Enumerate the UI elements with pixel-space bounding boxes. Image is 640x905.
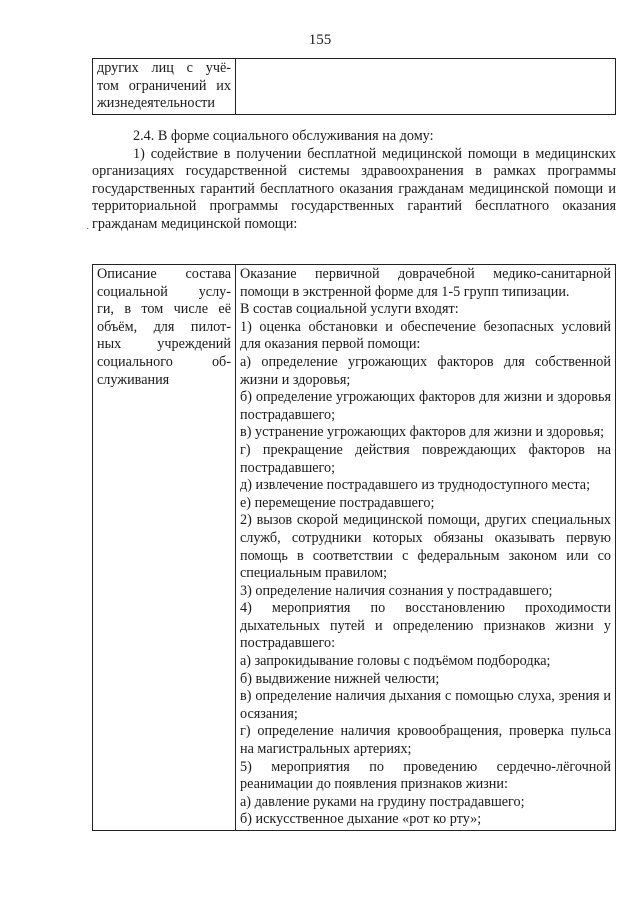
cell-line: ных учреждений [97, 336, 231, 353]
content-item: г) прекращение действия повреждающих факторов на пострадавшего; [240, 441, 611, 476]
content-item: е) перемещение пострадавшего; [240, 494, 435, 511]
top-table [92, 58, 616, 115]
cell-line: Описание состава [97, 266, 231, 282]
content-item: б) выдвижение нижней челюсти; [240, 670, 440, 687]
top-right-cell [236, 59, 616, 115]
content-item: 5) мероприятия по проведению сердечно-лёгочной реанимации до появления признаков жизни: [240, 758, 611, 793]
content-item: Оказание первичной доврачебной медико-санитарной помощи в экстренной форме для 1-5 групп типизации. [240, 266, 611, 300]
margin-mark: · [86, 224, 90, 235]
cell-line: том ограничений их [97, 77, 231, 94]
cell-line: социальной услу- [97, 283, 231, 300]
content-item: а) запрокидывание головы с подъёмом подбородка; [240, 653, 551, 670]
cell-line: жизнедеятельности [97, 95, 215, 112]
content-item: в) определение наличия дыхания с помощью слуха, зрения и осязания; [240, 688, 611, 722]
content-item: д) извлечение пострадавшего из труднодоступного места; [240, 477, 591, 494]
content-item: б) искусственное дыхание «рот ко рту»; [240, 811, 482, 828]
table-row [93, 59, 616, 115]
content-item: В состав социальной услуги входят: [240, 301, 459, 318]
main-table [92, 264, 616, 831]
cell-line: других лиц с учё- [97, 60, 231, 76]
content-item: г) определение наличия кровообращения, проверка пульса на магистральных артериях; [240, 723, 611, 758]
content-item: 1) оценка обстановки и обеспечение безопасных условий для оказания первой помощи: [240, 318, 611, 353]
section-paragraph: 1) содействие в получении бесплатной медицинской помощи в медицинских организациях государственной системы здравоохранения в рамках программы государственных гарантий бесплатного оказания гражданам медицинской помощи и территориальной программы государственных гарантий бесплатного оказания гражданам медицинской помощи: [92, 145, 616, 232]
content-cell [236, 265, 616, 831]
content-item: 2) вызов скорой медицинской помощи, других специальных служб, сотрудники которых обязаны оказывать первую помощь в соответствии с федеральным законом или со специальным правилом; [240, 512, 611, 582]
table-row [93, 265, 616, 831]
cell-line: социального об- [97, 353, 231, 370]
content-item: в) устранение угрожающих факторов для жизни и здоровья; [240, 424, 605, 441]
content-item: а) определение угрожающих факторов для собственной жизни и здоровья; [240, 353, 611, 388]
content-item: 4) мероприятия по восстановлению проходимости дыхательных путей и определению признаков жизни у пострадавшего: [240, 600, 611, 652]
top-left-cell [93, 59, 236, 115]
cell-line: объём, для пилот- [97, 318, 231, 335]
description-cell [93, 265, 236, 831]
section-heading: 2.4. В форме социального обслуживания на дому: [133, 128, 434, 144]
content-item: а) давление руками на грудину пострадавшего; [240, 793, 525, 810]
content-item: б) определение угрожающих факторов для жизни и здоровья пострадавшего; [240, 389, 611, 423]
cell-line: ги, в том числе её [97, 301, 231, 318]
section-2-4 [92, 128, 616, 234]
cell-line: служивания [97, 371, 170, 388]
content-item: 3) определение наличия сознания у пострадавшего; [240, 582, 553, 599]
page-number: 155 [308, 32, 332, 48]
